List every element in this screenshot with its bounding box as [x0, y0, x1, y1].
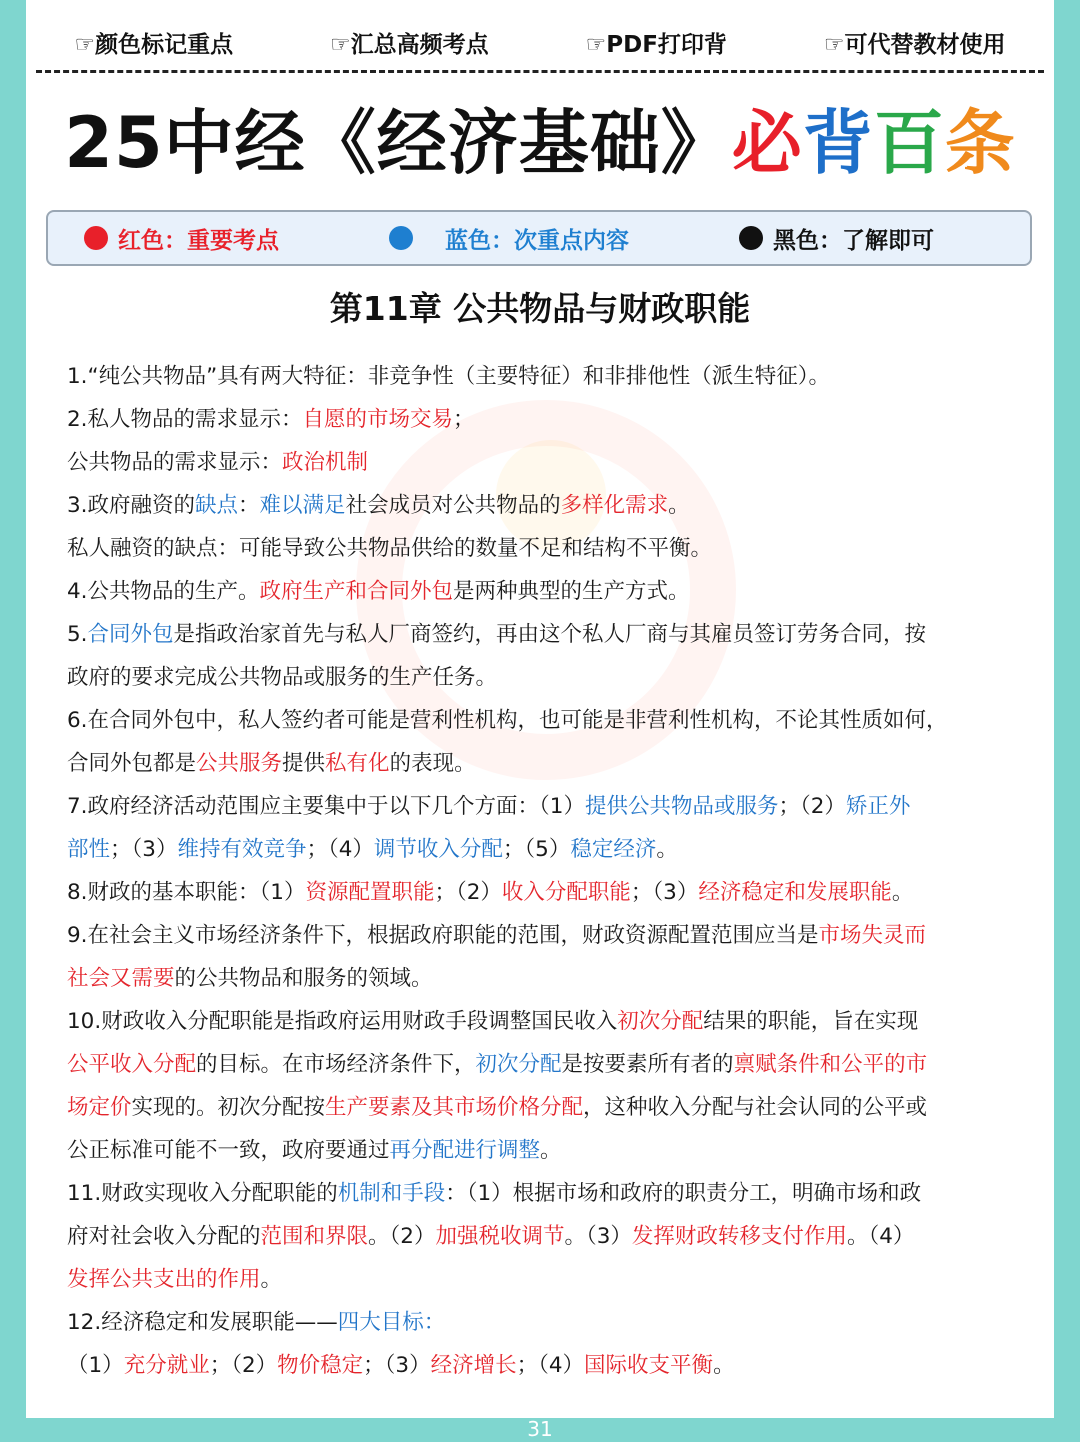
legend-black	[739, 222, 934, 255]
text-line	[67, 1000, 1042, 1043]
plain-text: 。	[713, 1353, 735, 1378]
plain-text: 8.财政的基本职能：（1）	[67, 880, 306, 905]
feature-bar	[26, 22, 1054, 62]
plain-text: 的公共物品和服务的领域。	[174, 966, 433, 991]
plain-text: ；（4）	[306, 837, 374, 862]
secondary-point-text: 再分配进行调整	[389, 1138, 541, 1163]
key-point-text: 发挥财政转移支付作用	[631, 1224, 847, 1249]
page-number: 31	[527, 1417, 553, 1441]
text-line	[67, 441, 1042, 484]
plain-text: 。	[540, 1138, 562, 1163]
key-point-text: 经济增长	[430, 1353, 517, 1378]
key-point-text: 场定价	[67, 1095, 132, 1120]
plain-text: 。	[656, 837, 678, 862]
secondary-point-text: 维持有效竞争	[177, 837, 307, 862]
text-line	[67, 1086, 1042, 1129]
text-line	[67, 355, 1042, 398]
plain-text: ；（2）	[209, 1353, 278, 1378]
key-point-text: 自愿的市场交易	[302, 407, 454, 432]
plain-text: 社会成员对公共物品的	[345, 493, 561, 518]
secondary-point-text: 部性	[67, 837, 111, 862]
plain-text: 公共物品的需求显示：	[67, 450, 283, 475]
legend-red-label: 红色：重要考点	[118, 227, 279, 254]
plain-text: 公正标准可能不一致，政府要通过	[67, 1138, 390, 1163]
blue-dot-icon	[389, 226, 413, 250]
plain-text: ；（3）	[110, 837, 178, 862]
plain-text: ；（3）	[630, 880, 699, 905]
title-main: 25中经《经济基础》	[64, 102, 732, 184]
text-line	[67, 656, 1042, 699]
key-point-text: 公平收入分配	[67, 1052, 197, 1077]
text-line	[67, 1215, 1042, 1258]
secondary-point-text: 调节收入分配	[373, 837, 503, 862]
key-point-text: 收入分配职能	[501, 880, 631, 905]
plain-text: 政府的要求完成公共物品或服务的生产任务。	[67, 665, 498, 690]
feature-color-marking: ☞颜色标记重点	[74, 31, 234, 58]
plain-text: 实现的。初次分配按	[131, 1095, 326, 1120]
plain-text: ；（2）	[434, 880, 502, 905]
plain-text: 。（4）	[846, 1224, 915, 1249]
key-point-text: 物价稳定	[277, 1353, 364, 1378]
text-line	[67, 828, 1042, 871]
plain-text: ；（2）	[778, 794, 846, 819]
plain-text: 。	[891, 880, 914, 905]
plain-text: 2.私人物品的需求显示：	[67, 407, 303, 432]
plain-text: 。（2）	[368, 1224, 436, 1249]
text-line	[67, 1172, 1042, 1215]
title-char-1: 必	[731, 102, 803, 184]
secondary-point-text: 稳定经济	[570, 837, 657, 862]
color-legend	[46, 210, 1032, 266]
plain-text: ：	[238, 493, 260, 518]
key-point-text: 发挥公共支出的作用	[67, 1267, 261, 1292]
key-point-text: 国际收支平衡	[584, 1353, 714, 1378]
key-point-text: 生产要素及其市场价格分配	[325, 1095, 584, 1120]
text-line	[67, 1258, 1042, 1301]
key-point-text: 市场失灵而	[818, 923, 927, 948]
feature-pdf-print: ☞PDF打印背	[585, 31, 727, 58]
plain-text: ；	[453, 407, 475, 432]
plain-text: 。	[260, 1267, 283, 1292]
feature-high-frequency: ☞汇总高频考点	[330, 31, 489, 58]
plain-text: ；（5）	[502, 837, 571, 862]
key-point-text: 经济稳定和发展职能	[698, 880, 892, 905]
key-point-text: 多样化需求	[560, 493, 669, 518]
plain-text: 1.“纯公共物品”具有两大特征：非竞争性（主要特征）和非排他性（派生特征）。	[67, 364, 831, 389]
title-char-3: 百	[873, 102, 945, 184]
key-point-text: 范围和界限	[260, 1224, 369, 1249]
plain-text: ；（3）	[363, 1353, 431, 1378]
study-page	[26, 0, 1054, 1418]
plain-text: （1）	[67, 1353, 124, 1378]
text-line	[67, 1344, 1042, 1387]
text-line	[67, 398, 1042, 441]
plain-text: 是指政治家首先与私人厂商签约，再由这个私人厂商与其雇员签订劳务合同，按	[173, 622, 927, 647]
plain-text: 5.	[67, 622, 88, 647]
text-line	[67, 699, 1042, 742]
chapter-heading: 第11章 公共物品与财政职能	[329, 289, 751, 328]
secondary-point-text: 缺点	[195, 493, 239, 518]
key-point-text: 社会又需要	[67, 966, 175, 991]
secondary-point-text: 机制和手段	[337, 1181, 446, 1206]
legend-red	[84, 222, 279, 255]
text-line	[67, 871, 1042, 914]
key-point-text: 禀赋条件和公平的市	[733, 1052, 928, 1077]
text-line	[67, 527, 1042, 570]
text-line	[67, 1043, 1042, 1086]
text-line	[67, 1301, 1042, 1344]
plain-text: 私人融资的缺点：可能导致公共物品供给的数量不足和结构不平衡。	[67, 536, 713, 561]
text-line	[67, 1129, 1042, 1172]
key-point-text: 政治机制	[282, 450, 369, 475]
plain-text: ，这种收入分配与社会认同的公平或	[583, 1095, 928, 1120]
secondary-point-text: 矫正外	[845, 794, 911, 819]
legend-blue-label: 蓝色：次重点内容	[445, 227, 629, 254]
red-dot-icon	[84, 226, 108, 250]
legend-black-label: 黑色：了解即可	[773, 227, 934, 254]
plain-text: 6.在合同外包中，私人签约者可能是营利性机构，也可能是非营利性机构，不论其性质如何，	[67, 708, 948, 733]
text-line	[67, 957, 1042, 1000]
key-point-text: 充分就业	[123, 1353, 210, 1378]
plain-text: 3.政府融资的	[67, 493, 196, 518]
text-line	[67, 613, 1042, 656]
key-point-text: 资源配置职能	[305, 880, 435, 905]
plain-text: 7.政府经济活动范围应主要集中于以下几个方面：（1）	[67, 794, 585, 819]
plain-text: 11.财政实现收入分配职能的	[67, 1181, 338, 1206]
title-char-4: 条	[944, 102, 1016, 184]
plain-text: 。	[668, 493, 690, 518]
key-point-text: 私有化	[325, 751, 390, 776]
plain-text: 。（3）	[564, 1224, 632, 1249]
content-body	[67, 355, 1042, 1387]
plain-text: 的目标。在市场经济条件下，	[196, 1052, 476, 1077]
plain-text: 的表现。	[389, 751, 476, 776]
plain-text: 是两种典型的生产方式。	[453, 579, 690, 604]
key-point-text: 加强税收调节	[435, 1224, 565, 1249]
text-line	[67, 785, 1042, 828]
text-line	[67, 742, 1042, 785]
plain-text: ；（4）	[516, 1353, 585, 1378]
text-line	[67, 570, 1042, 613]
plain-text: 4.公共物品的生产。	[67, 579, 260, 604]
key-point-text: 初次分配	[617, 1009, 704, 1034]
secondary-point-text: 难以满足	[259, 493, 346, 518]
dashed-divider	[36, 70, 1044, 73]
key-point-text: 政府生产和合同外包	[259, 579, 454, 604]
page-title	[26, 88, 1054, 198]
feature-textbook-replacement: ☞可代替教材使用	[823, 31, 1006, 58]
legend-blue	[389, 222, 629, 255]
plain-text: ：（1）根据市场和政府的职责分工，明确市场和政	[445, 1181, 922, 1206]
plain-text: 合同外包都是	[67, 751, 197, 776]
key-point-text: 公共服务	[196, 751, 283, 776]
text-line	[67, 914, 1042, 957]
plain-text: 9.在社会主义市场经济条件下，根据政府职能的范围，财政资源配置范围应当是	[67, 923, 819, 948]
black-dot-icon	[739, 226, 763, 250]
plain-text: 结果的职能，旨在实现	[703, 1009, 919, 1034]
plain-text: 10.财政收入分配职能是指政府运用财政手段调整国民收入	[67, 1009, 618, 1034]
plain-text: 府对社会收入分配的	[67, 1224, 261, 1249]
secondary-point-text: 初次分配	[475, 1052, 562, 1077]
title-char-2: 背	[802, 102, 874, 184]
plain-text: 12.经济稳定和发展职能——	[67, 1310, 338, 1335]
secondary-point-text: 四大目标：	[337, 1310, 446, 1335]
plain-text: 提供	[282, 751, 326, 776]
secondary-point-text: 合同外包	[87, 622, 174, 647]
secondary-point-text: 提供公共物品或服务	[584, 794, 779, 819]
text-line	[67, 484, 1042, 527]
plain-text: 是按要素所有者的	[561, 1052, 734, 1077]
